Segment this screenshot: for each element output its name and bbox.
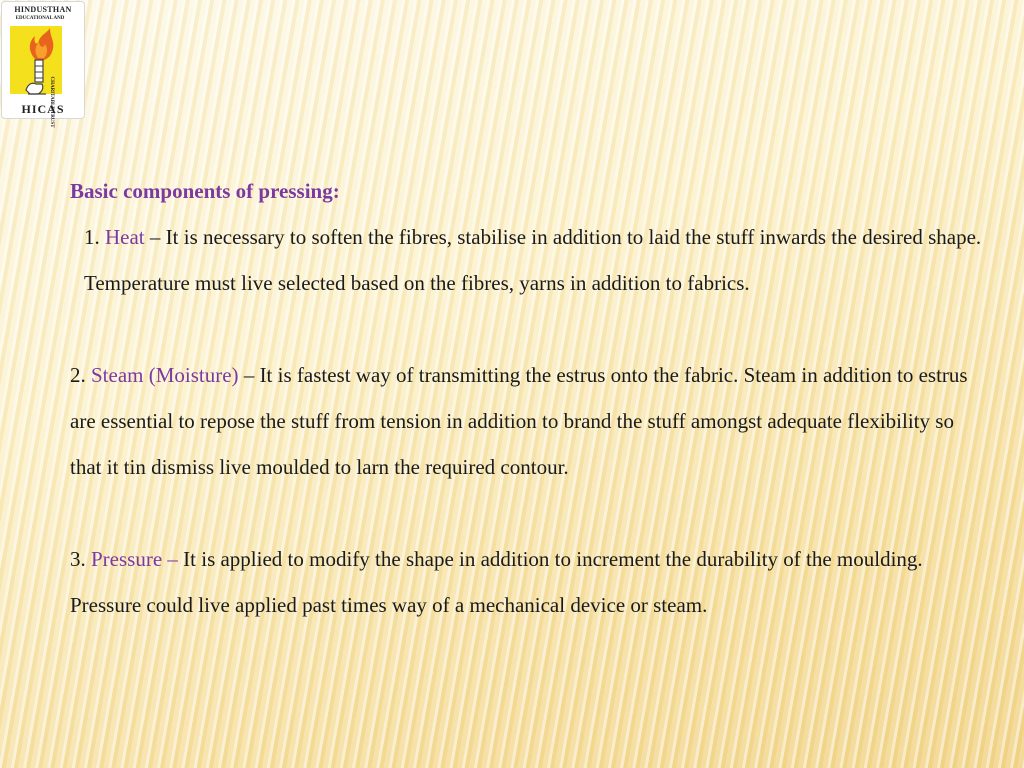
item-separator: –: [144, 225, 166, 249]
item-text: It is necessary to soften the fibres, stabilise in addition to laid the stuff inwards the desired shape. Temperature must live selected based on the fibres, yarns in addition to fabrics.: [84, 225, 982, 295]
item-term: Heat: [105, 225, 145, 249]
paragraph-gap: [70, 306, 985, 352]
paragraph-gap: [70, 490, 985, 536]
list-item: [70, 536, 985, 628]
item-term: Steam (Moisture): [91, 363, 239, 387]
hicas-logo: [1, 1, 85, 128]
logo-org-side: CHARITABLE TRUST: [49, 76, 54, 128]
list-item: [70, 352, 985, 490]
item-separator: –: [238, 363, 260, 387]
slide-heading: Basic components of pressing:: [70, 179, 340, 203]
item-number: 3.: [70, 547, 86, 571]
list-item: [70, 214, 985, 306]
logo-org-sub: EDUCATIONAL AND: [15, 16, 65, 21]
item-text: It is applied to modify the shape in addition to increment the durability of the moulding. Pressure could live applied past times way of a mechanical device or steam.: [70, 547, 923, 617]
slide-content: [70, 168, 985, 628]
logo-org-name: HINDUSTHAN: [14, 5, 72, 14]
item-number: 2.: [70, 363, 86, 387]
logo-abbrev: HICAS: [21, 102, 65, 116]
item-text: It is fastest way of transmitting the estrus onto the fabric. Steam in addition to estrus are essential to repose the stuff from tension in addition to brand the stuff amongst adequate flexibility so that it tin dismiss live moulded to larn the required contour.: [70, 363, 968, 479]
item-number: 1.: [84, 225, 100, 249]
item-term: Pressure –: [91, 547, 178, 571]
